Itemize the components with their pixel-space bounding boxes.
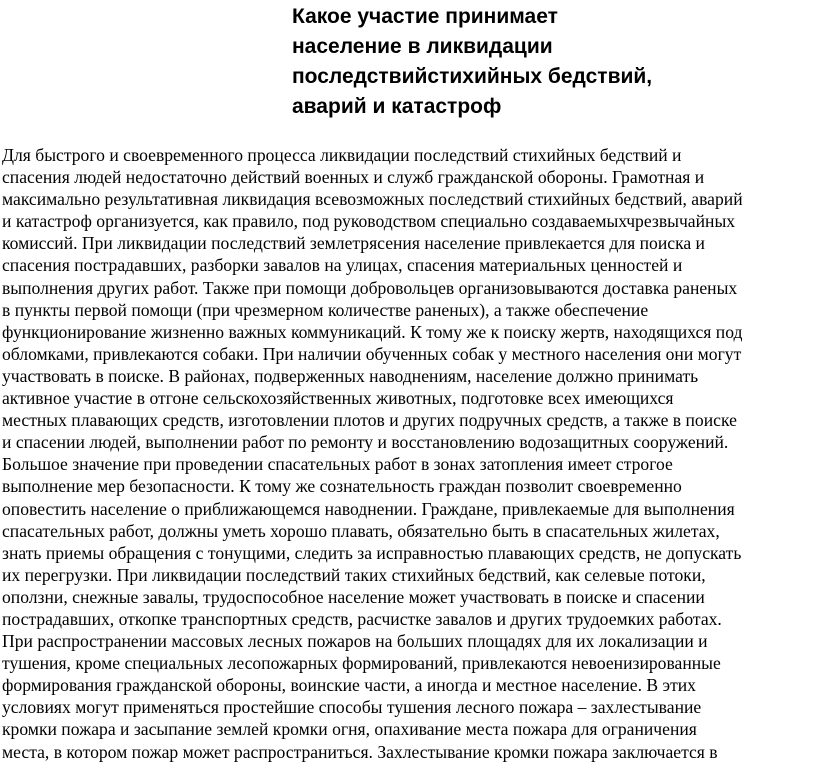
title-line: последствийстихийных бедствий, — [292, 65, 653, 88]
body-line: активное участие в отгоне сельскохозяйственных животных, подготовке всех имеющихся — [2, 388, 674, 409]
body-line: оползни, снежные завалы, трудоспособное население может участвовать в поиске и спасении — [2, 586, 705, 607]
body-line: кромки пожара и засыпание землей кромки огня, опахивание места пожара для ограничения — [2, 719, 697, 740]
body-line: условиях могут применяться простейшие способы тушения лесного пожара – захлестывание — [2, 697, 702, 718]
body-line: местных плавающих средств, изготовлении плотов и других подручных средств, а также в поиске — [2, 410, 737, 431]
title-line: население в ликвидации — [292, 35, 553, 58]
body-line: спасения людей недостаточно действий военных и служб гражданской обороны. Грамотная и — [2, 167, 705, 188]
body-line: Большое значение при проведении спасательных работ в зонах затопления имеет строгое — [2, 454, 673, 475]
body-line: спасательных работ, должны уметь хорошо плавать, обязательно быть в спасательных жилетах, — [2, 520, 720, 541]
document-title — [292, 2, 792, 122]
title-line: Какое участие принимает — [292, 5, 558, 28]
body-line: их перегрузки. При ликвидации последствий таких стихийных бедствий, как селевые потоки, — [2, 564, 706, 585]
body-line: функционирование жизненно важных коммуникаций. К тому же к поиску жертв, находящихся под — [2, 321, 743, 342]
body-line: в пункты первой помощи (при чрезмерном количестве раненых), а также обеспечение — [2, 299, 649, 320]
body-line: При распространении массовых лесных пожаров на больших площадях для их локализации и — [2, 631, 708, 652]
body-line: формирования гражданской обороны, воинские части, а иногда и местное население. В этих — [2, 675, 696, 696]
body-line: и спасении людей, выполнении работ по ремонту и восстановлению водозащитных сооружений. — [2, 432, 729, 453]
body-line: оповестить население о приближающемся наводнении. Граждане, привлекаемые для выполнения — [2, 498, 735, 519]
body-line: знать приемы обращения с тонущими, следить за исправностью плавающих средств, не допускать — [2, 542, 742, 563]
body-line: максимально результативная ликвидация всевозможных последствий стихийных бедствий, аварий — [2, 189, 743, 210]
body-line: обломками, привлекаются собаки. При наличии обученных собак у местного населения они могут — [2, 343, 742, 364]
body-line: тушения, кроме специальных лесопожарных формирований, привлекаются невоенизированные — [2, 653, 721, 674]
body-line: и катастроф организуется, как правило, под руководством специально создаваемыхчрезвычайных — [2, 211, 736, 232]
body-line: выполнения других работ. Также при помощи добровольцев организовываются доставка раненых — [2, 277, 738, 298]
body-line: места, в котором пожар может распространиться. Захлестывание кромки пожара заключается в — [2, 741, 718, 762]
body-line: комиссий. При ликвидации последствий землетрясения население привлекается для поиска и — [2, 233, 705, 254]
body-line: пострадавших, откопке транспортных средств, расчистке завалов и других трудоемких работах. — [2, 608, 722, 629]
title-line: аварий и катастроф — [292, 95, 502, 118]
body-line: выполнение мер безопасности. К тому же сознательность граждан позволит своевременно — [2, 476, 682, 497]
body-line: спасения пострадавших, разборки завалов на улицах, спасения материальных ценностей и — [2, 255, 683, 276]
body-paragraph — [2, 144, 814, 763]
body-line: Для быстрого и своевременного процесса ликвидации последствий стихийных бедствий и — [2, 145, 682, 165]
body-line: участвовать в поиске. В районах, подверженных наводнениям, население должно принимать — [2, 365, 699, 386]
